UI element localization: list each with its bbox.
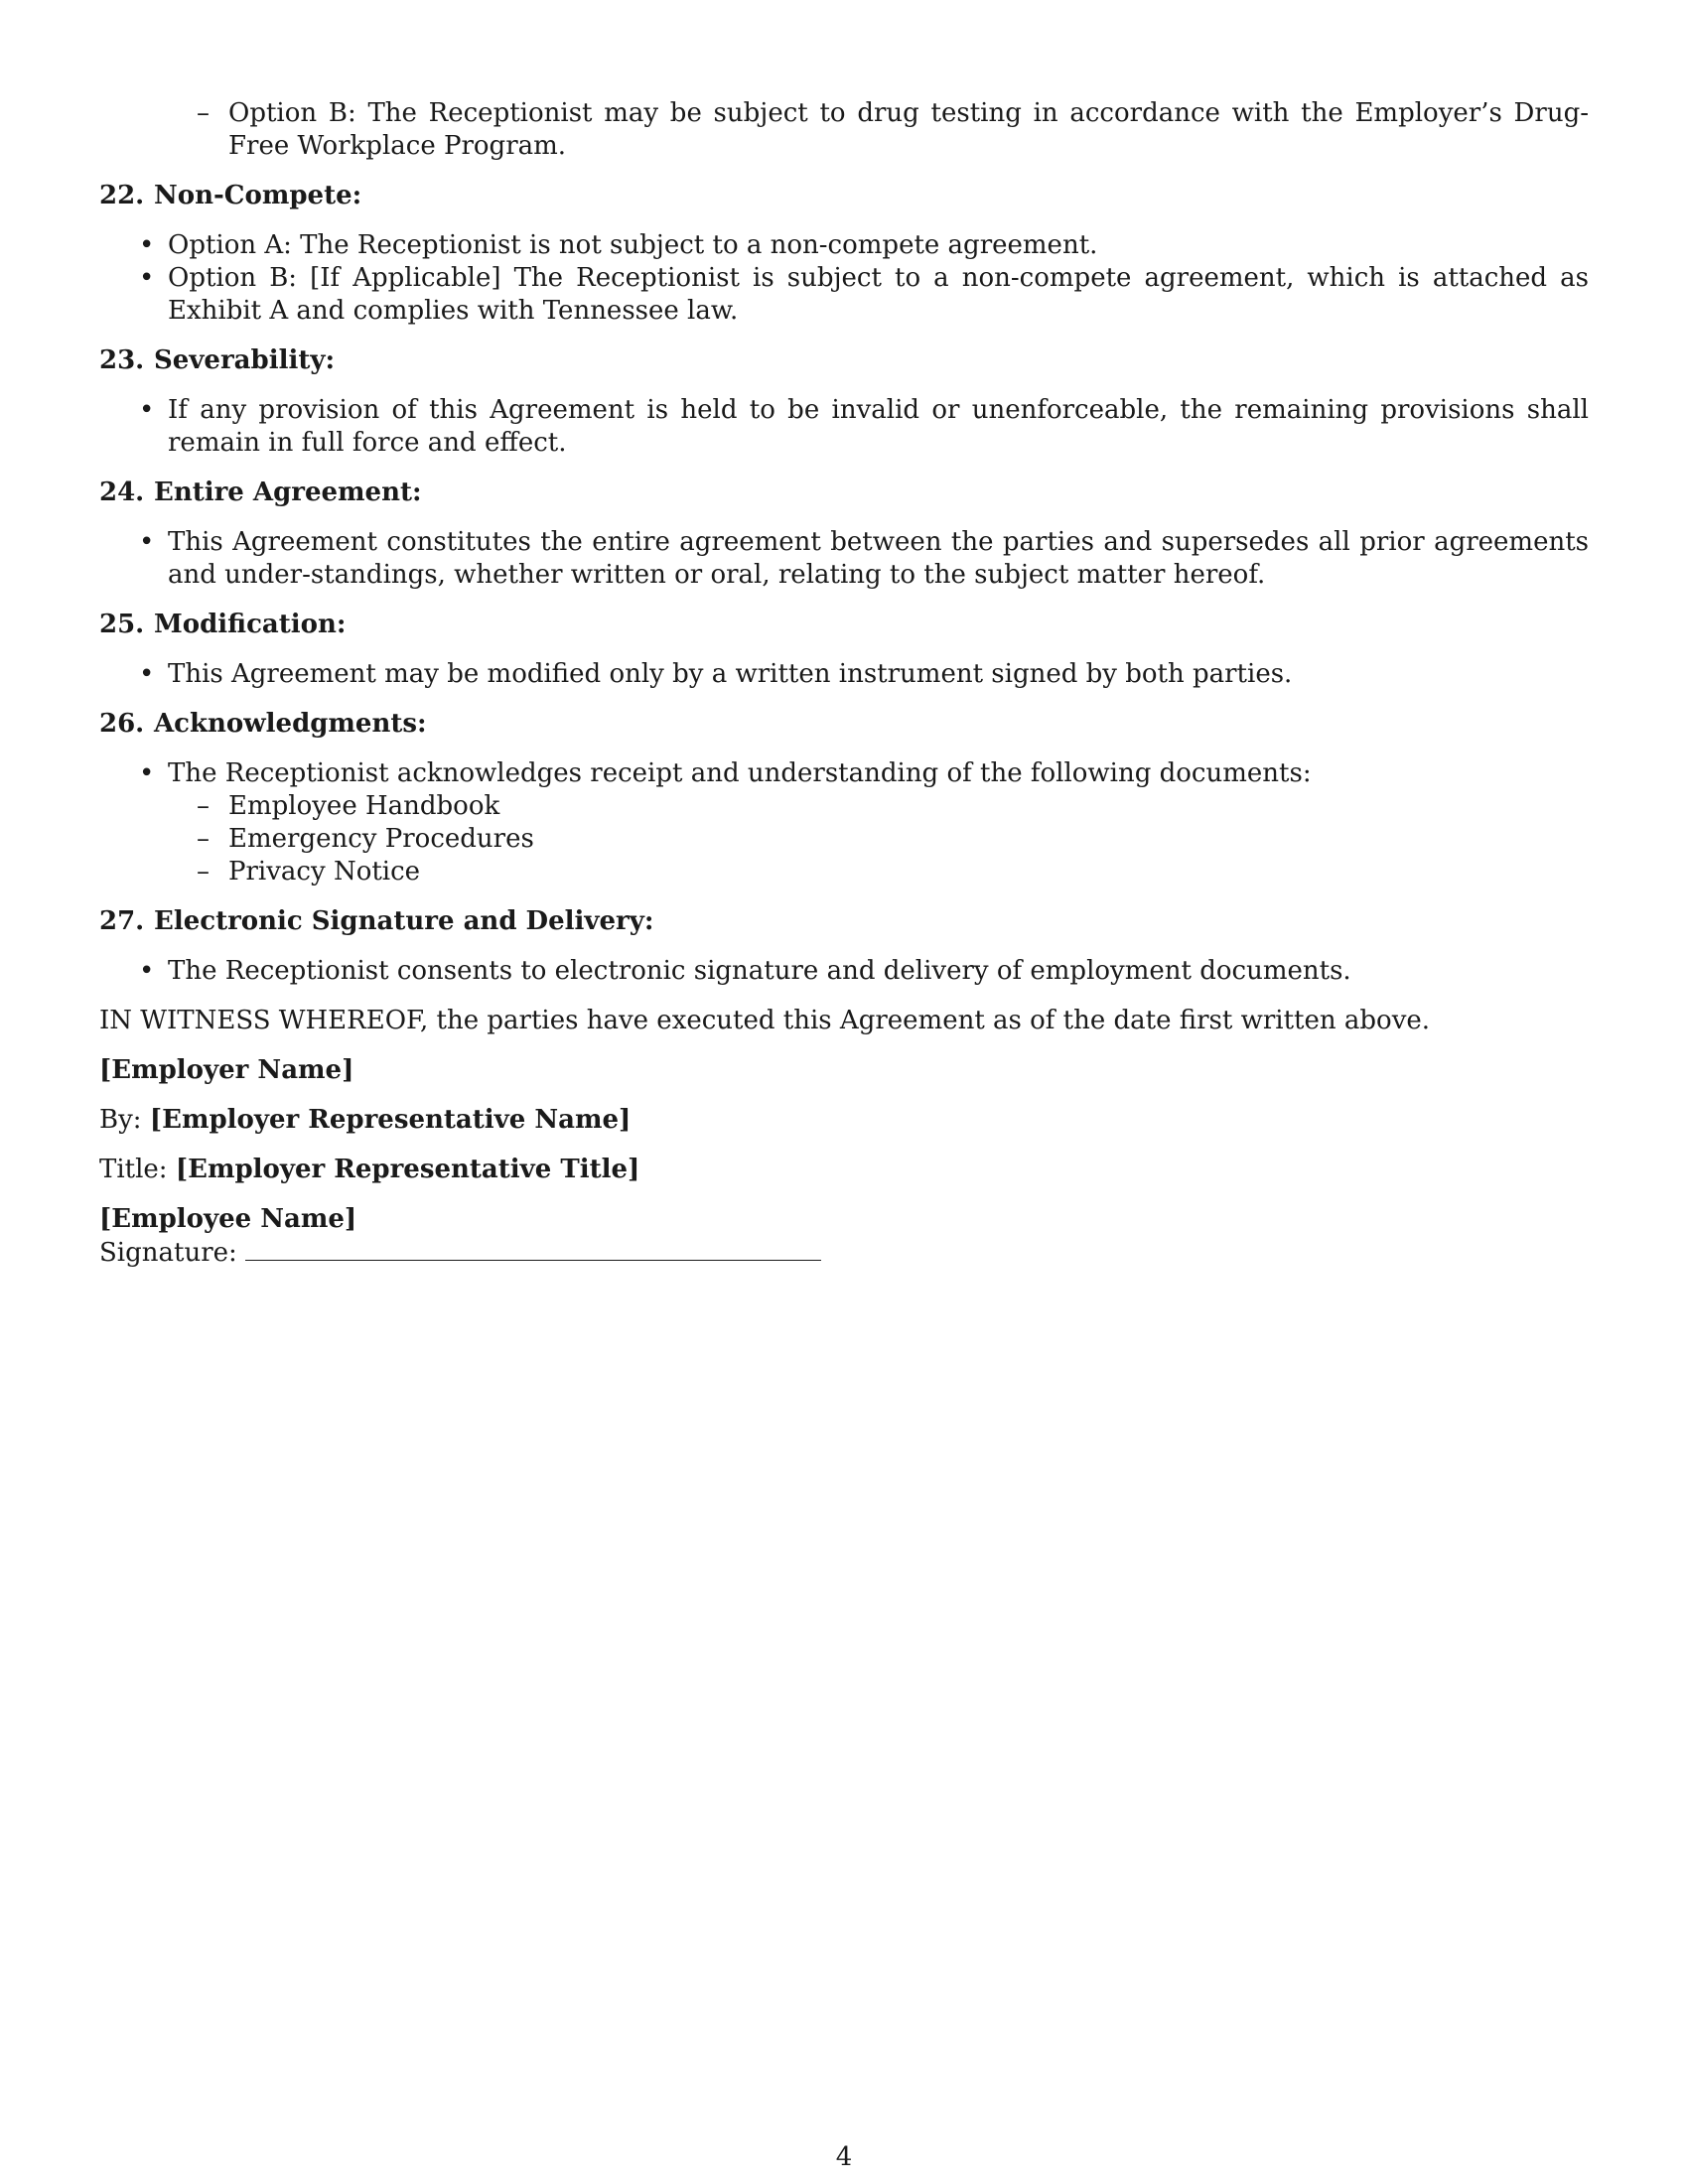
list-item [99,757,1589,888]
bullet-marker: • [139,758,155,788]
bullet-list [99,526,1589,592]
bullet-marker: • [139,659,155,689]
section-title: Non-Compete: [154,181,362,210]
title-line [99,1154,1589,1186]
list-item-text: The Receptionist acknowledges receipt and understanding of the following documents: [168,758,1312,788]
list-item-text: The Receptionist consents to electronic signature and delivery of employment documents. [168,956,1351,986]
section-25 [99,609,1589,691]
bullet-list [99,757,1589,888]
sub-list-item [168,790,1589,823]
bullet-marker: • [139,956,155,986]
list-item [99,229,1589,262]
section-number: 24. [99,478,145,507]
section-title: Electronic Signature and Delivery: [154,906,654,936]
section-title: Modification: [154,610,347,639]
sub-list-item-text: Emergency Procedures [228,824,534,854]
representative-title: [Employer Representative Title] [175,1155,640,1184]
dash-marker: – [197,98,210,128]
title-label: Title: [99,1155,168,1184]
signature-blank[interactable] [245,1236,821,1261]
list-item-text: Option B: [If Applicable] The Receptionist is subject to a non-compete agreement, which is attached as Exhibit A and complies with Tennessee law. [168,263,1589,326]
sub-list [168,790,1589,888]
section-heading [99,905,1589,938]
section-heading [99,344,1589,377]
bullet-list [99,658,1589,691]
section-number: 26. [99,709,145,739]
list-item [99,394,1589,460]
bullet-marker: • [139,230,155,260]
section-26 [99,708,1589,888]
section-title: Severability: [154,345,336,375]
bullet-list [99,394,1589,460]
dash-marker: – [197,824,210,854]
section-22 [99,180,1589,328]
section-27 [99,905,1589,988]
list-item-text: This Agreement constitutes the entire agreement between the parties and supersedes all prior agreements and under-standings, whether written or oral, relating to the subject matter hereof. [168,527,1589,590]
section-number: 22. [99,181,145,210]
employer-name: [Employer Name] [99,1055,354,1085]
section-24 [99,477,1589,592]
signature-label: Signature: [99,1238,237,1268]
signature-line [99,1236,1589,1270]
document-page [99,97,1589,1270]
list-item-text: This Agreement may be modified only by a written instrument signed by both parties. [168,659,1293,689]
dash-marker: – [197,791,210,821]
sub-list-item [168,856,1589,888]
bullet-marker: • [139,527,155,557]
bullet-marker: • [139,395,155,425]
section-number: 27. [99,906,145,936]
section-number: 23. [99,345,145,375]
section-title: Acknowledgments: [154,709,427,739]
bullet-list [99,229,1589,328]
bullet-marker: • [139,263,155,293]
dash-marker: – [197,857,210,887]
list-item [99,262,1589,328]
section-23 [99,344,1589,460]
section-title: Entire Agreement: [154,478,422,507]
list-item [99,955,1589,988]
sub-list-item [168,823,1589,856]
carryover-text: Option B: The Receptionist may be subject to drug testing in accordance with the Employer’s Drug-Free Workplace Program. [228,98,1589,161]
list-item [99,658,1589,691]
sub-list-item-text: Privacy Notice [228,857,421,887]
carryover-option-b [99,97,1589,163]
section-number: 25. [99,610,145,639]
representative-name: [Employer Representative Name] [149,1105,632,1135]
witness-clause: IN WITNESS WHEREOF, the parties have executed this Agreement as of the date first written above. [99,1006,1431,1035]
section-heading [99,477,1589,509]
sub-list-item-text: Employee Handbook [228,791,500,821]
section-heading [99,180,1589,212]
by-label: By: [99,1105,142,1135]
bullet-list [99,955,1589,988]
employee-name: [Employee Name] [99,1204,357,1234]
section-heading [99,609,1589,641]
list-item-text: If any provision of this Agreement is held to be invalid or unenforceable, the remaining provisions shall remain in full force and effect. [168,395,1589,458]
list-item [99,526,1589,592]
page-number: 4 [835,2142,853,2172]
by-line [99,1104,1589,1137]
section-heading [99,708,1589,741]
list-item-text: Option A: The Receptionist is not subject to a non-compete agreement. [168,230,1098,260]
